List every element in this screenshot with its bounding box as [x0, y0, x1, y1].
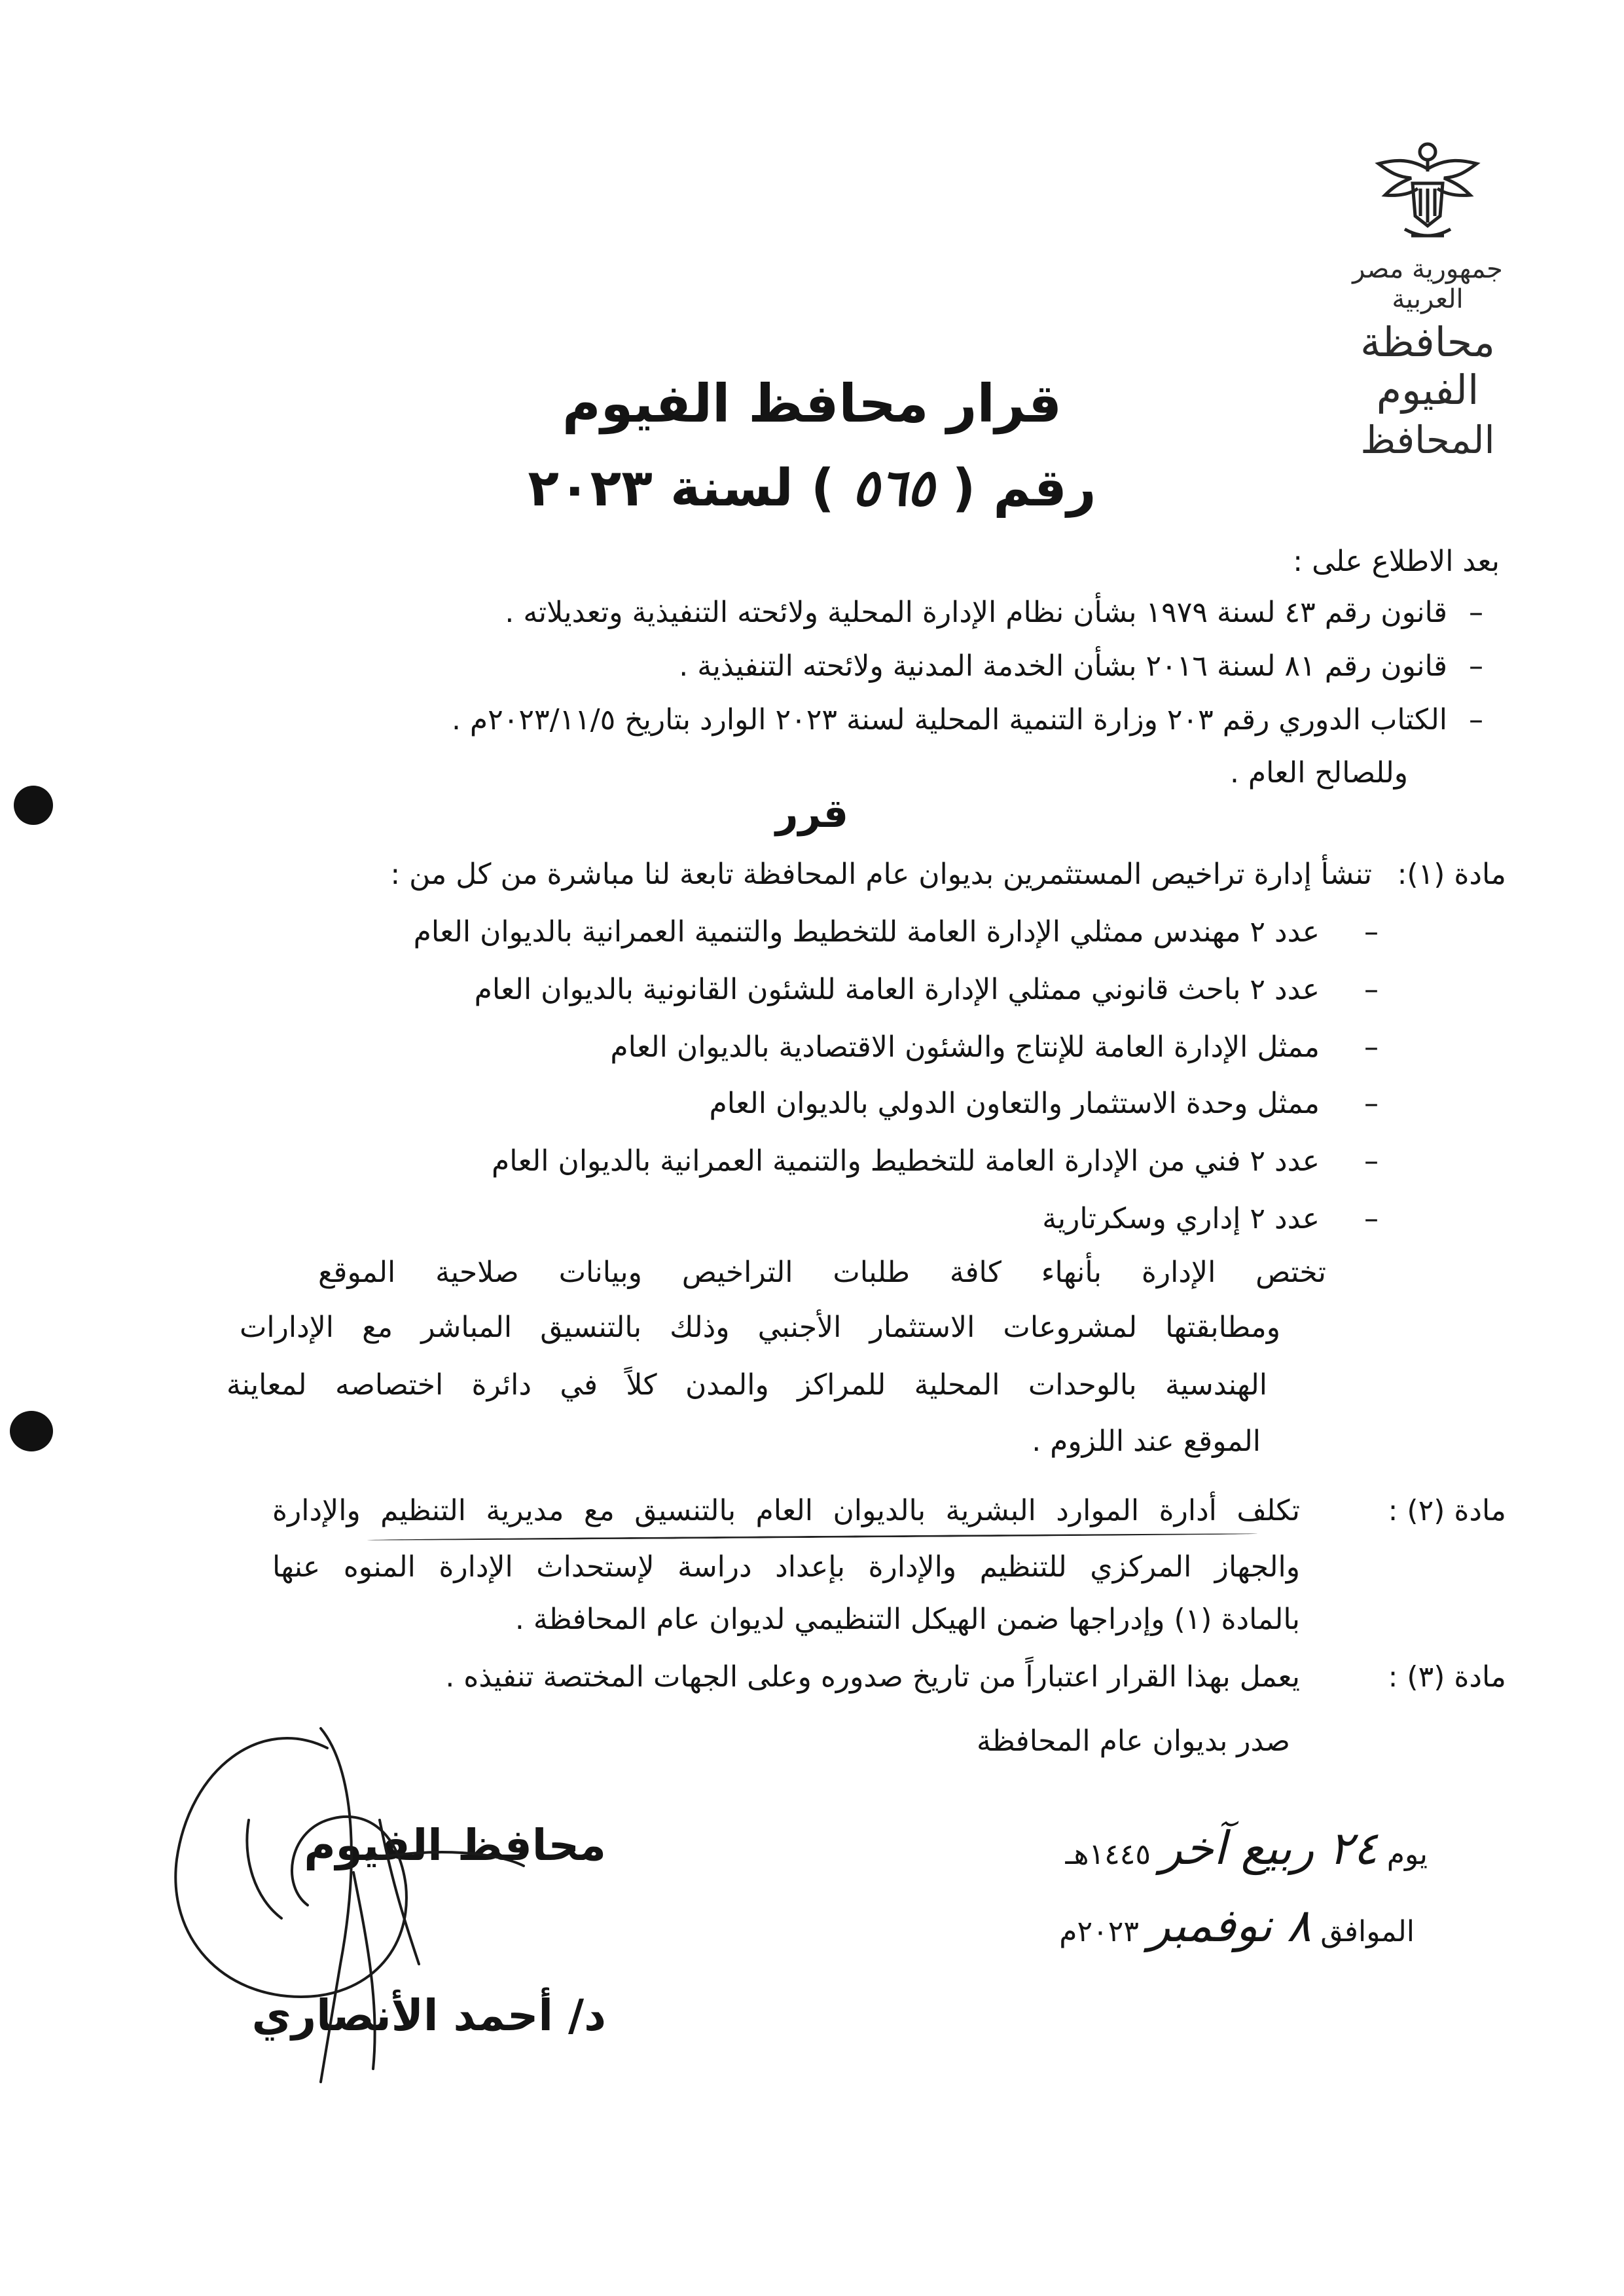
hijri-date [1065, 1821, 1428, 1875]
list-item-text: عدد ٢ باحث قانوني ممثلي الإدارة العامة للشئون القانونية بالديوان العام [474, 973, 1320, 1006]
article-1-paragraph-line: الموقع عند اللزوم . [1032, 1425, 1261, 1458]
article-2-line: والجهاز المركزي للتنظيم والإدارة بإعداد دراسة لإستحداث الإدارة المنوه عنها [272, 1550, 1300, 1584]
decision-number-prefix: رقم ( [952, 459, 1096, 518]
signatory-title: محافظ الفيوم [304, 1820, 606, 1870]
handwritten-underline [367, 1533, 1257, 1540]
bullet-dash: – [1364, 1144, 1379, 1178]
list-item [610, 1030, 1379, 1064]
list-item [413, 915, 1379, 949]
bullet-dash: – [1364, 1087, 1379, 1120]
list-item-text: عدد ٢ إداري وسكرتارية [1042, 1202, 1320, 1235]
article-1-paragraph-line: ومطابقتها لمشروعات الاستثمار الأجنبي وذلك بالتنسيق المباشر مع الإدارات [240, 1311, 1280, 1344]
issued-at: صدر بديوان عام المحافظة [976, 1724, 1290, 1758]
handwritten-hijri-day: ٢٤ ربيع آخر [1160, 1821, 1378, 1875]
day-prefix: يوم [1386, 1838, 1428, 1871]
article-2-line: تكلف أدارة الموارد البشرية بالديوان العام بالتنسيق مع مديرية التنظيم والإدارة [272, 1494, 1300, 1527]
article-1-paragraph-line: تختص الإدارة بأنهاء كافة طلبات التراخيص وبيانات صلاحية الموقع [318, 1256, 1326, 1289]
bullet-dash: – [1364, 915, 1379, 949]
decision-title: قرار محافظ الفيوم [562, 373, 1062, 434]
handwritten-gregorian-day: ٨ نوفمبر [1148, 1899, 1312, 1952]
public-interest: وللصالح العام . [1229, 756, 1408, 790]
list-item [709, 1087, 1379, 1120]
office-title: المحافظ [1360, 418, 1495, 462]
scan-hole-mark [10, 1411, 53, 1451]
article-2-line: بالمادة (١) وإدراجها ضمن الهيكل التنظيمي لديوان عام المحافظة . [514, 1603, 1300, 1636]
governorate-name: محافظة الفيوم [1360, 318, 1495, 414]
hijri-year: ١٤٤٥هـ [1065, 1838, 1151, 1871]
article-3-label: مادة (٣) : [1388, 1660, 1506, 1694]
preamble: بعد الاطلاع على : [1293, 545, 1500, 578]
letterhead [1343, 137, 1513, 462]
bullet-dash: – [1469, 649, 1483, 683]
list-item [492, 1144, 1379, 1178]
reference-item [679, 649, 1483, 683]
list-item-text: عدد ٢ فني من الإدارة العامة للتخطيط والتنمية العمرانية بالديوان العام [492, 1144, 1320, 1178]
reference-item [505, 596, 1483, 629]
eagle-emblem-icon [1372, 137, 1483, 249]
handwritten-signature [131, 1689, 537, 2108]
bullet-dash: – [1364, 1202, 1379, 1235]
gregorian-date [1059, 1899, 1415, 1952]
list-item [474, 973, 1379, 1006]
bullet-dash: – [1469, 596, 1483, 629]
article-3-text: يعمل بهذا القرار اعتباراً من تاريخ صدوره وعلى الجهات المختصة تنفيذه . [445, 1660, 1300, 1694]
list-item [1042, 1202, 1379, 1235]
reference-item [451, 703, 1483, 737]
decision-number-line [0, 458, 1624, 518]
bullet-dash: – [1469, 703, 1483, 737]
reference-text: قانون رقم ٨١ لسنة ٢٠١٦ بشأن الخدمة المدنية ولائحته التنفيذية . [679, 649, 1447, 683]
decided-heading: قرر [775, 791, 849, 837]
bullet-dash: – [1364, 973, 1379, 1006]
reference-text: الكتاب الدوري رقم ٢٠٣ وزارة التنمية المحلية لسنة ٢٠٢٣ الوارد بتاريخ ٢٠٢٣/١١/٥م . [451, 703, 1447, 737]
signatory-name: د/ أحمد الأنصاري [251, 1990, 606, 2041]
decision-number-suffix: ) لسنة ٢٠٢٣ [528, 459, 835, 518]
list-item-text: عدد ٢ مهندس ممثلي الإدارة العامة للتخطيط والتنمية العمرانية بالديوان العام [413, 915, 1320, 949]
scan-hole-mark [14, 786, 53, 825]
article-2-label: مادة (٢) : [1388, 1494, 1506, 1527]
gregorian-year: ٢٠٢٣م [1059, 1915, 1140, 1948]
article-1-text: تنشأ إدارة تراخيص المستثمرين بديوان عام المحافظة تابعة لنا مباشرة من كل من : [390, 858, 1372, 891]
list-item-text: ممثل الإدارة العامة للإنتاج والشئون الاقتصادية بالديوان العام [610, 1030, 1320, 1064]
article-1-paragraph-line: الهندسية بالوحدات المحلية للمراكز والمدن كلاً في دائرة اختصاصه لمعاينة [226, 1368, 1267, 1402]
article-1-label: مادة (١): [1397, 858, 1506, 891]
country-name: جمهورية مصر العربية [1352, 254, 1503, 314]
bullet-dash: – [1364, 1030, 1379, 1064]
reference-text: قانون رقم ٤٣ لسنة ١٩٧٩ بشأن نظام الإدارة المحلية ولائحته التنفيذية وتعديلاته . [505, 596, 1447, 629]
list-item-text: ممثل وحدة الاستثمار والتعاون الدولي بالديوان العام [709, 1087, 1320, 1120]
corr-prefix: الموافق [1320, 1915, 1415, 1948]
decision-number: ٥٦٥ [852, 458, 935, 518]
